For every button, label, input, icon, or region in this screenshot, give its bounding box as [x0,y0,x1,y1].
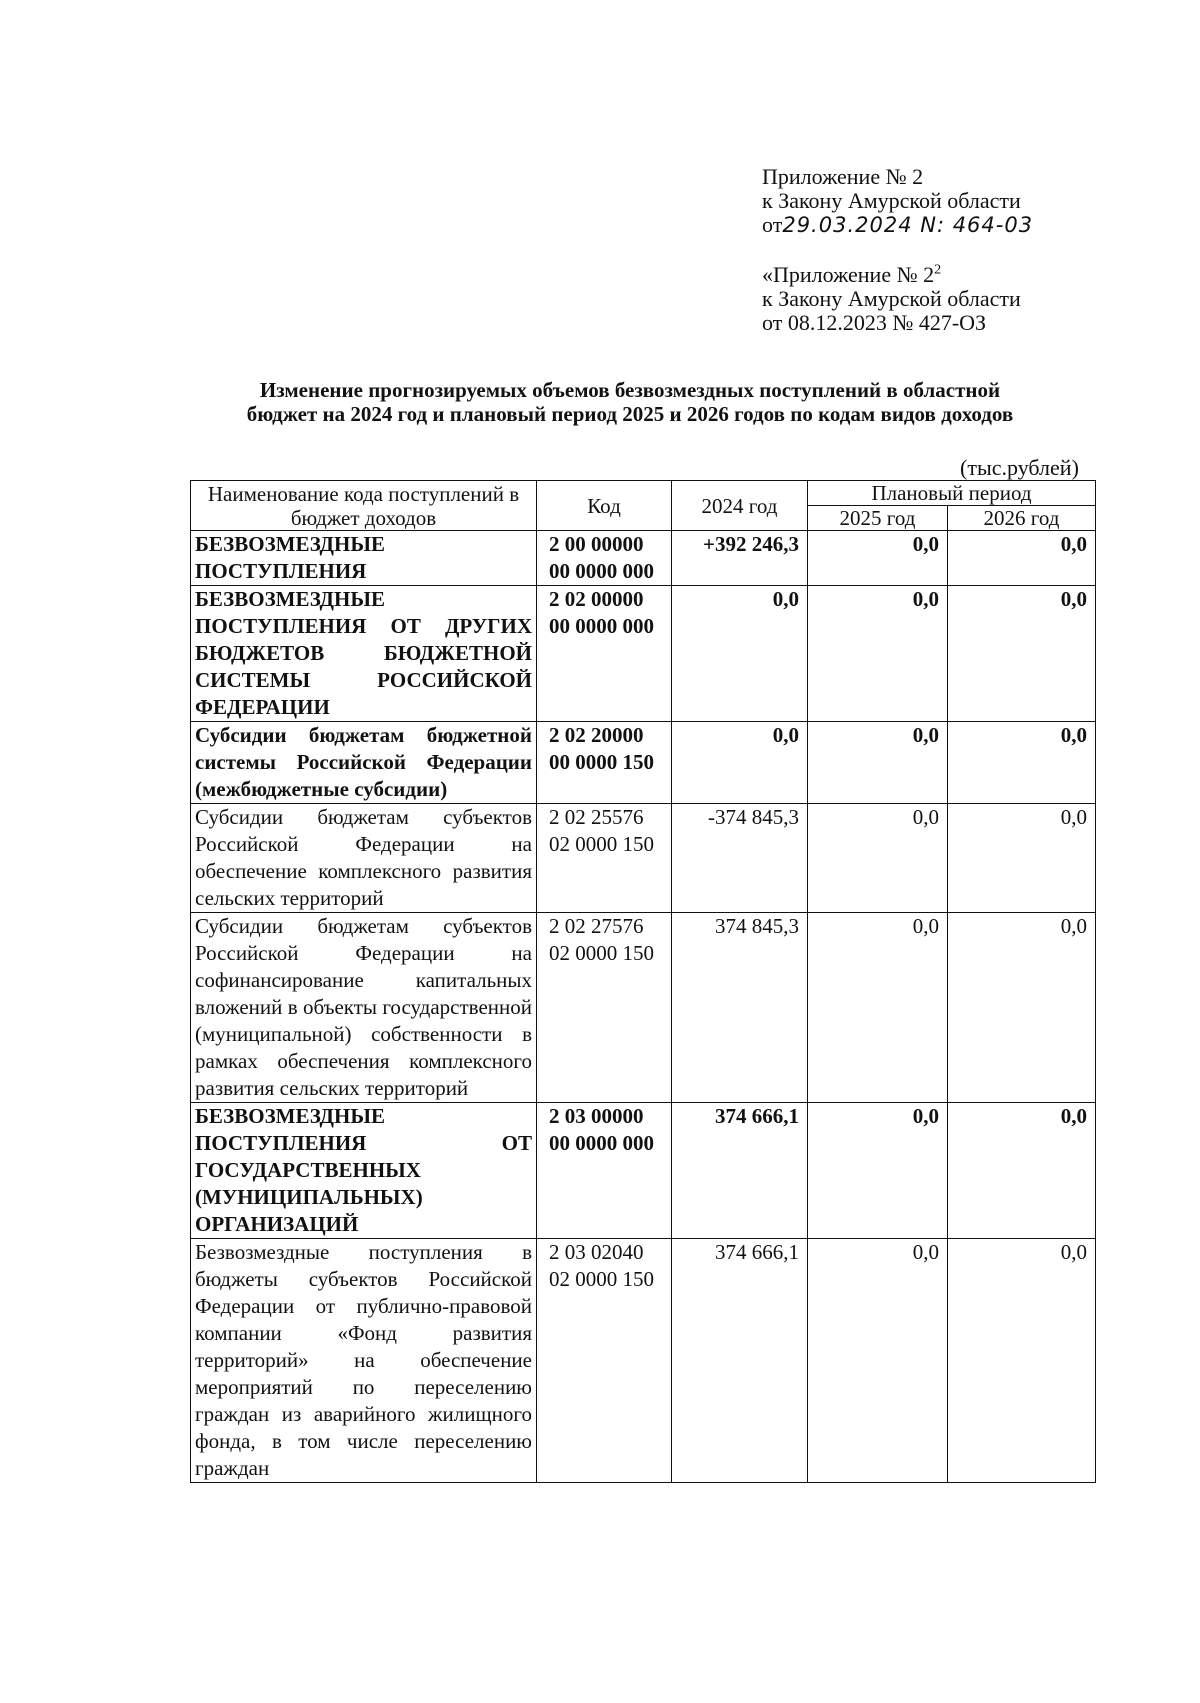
row-value-2025: 0,0 [808,1239,948,1483]
table-row [191,804,1096,913]
row-value-2025: 0,0 [808,586,948,722]
header-name: Наименование кода поступлений в бюджет доходов [191,481,537,531]
header-planned-period: Плановый период [808,481,1096,506]
row-value-2025: 0,0 [808,1103,948,1239]
table-row [191,913,1096,1103]
row-value-2026: 0,0 [948,586,1096,722]
appendix-line-3 [762,213,1033,237]
appendix-line-1: Приложение № 2 [762,164,924,189]
appendix-date-prefix: от [762,212,783,237]
row-value-2024: 374 666,1 [672,1103,808,1239]
quoted-appendix-header [762,263,1021,335]
quoted-appendix-line-3: от 08.12.2023 № 427-ОЗ [762,310,987,335]
title-line-1: Изменение прогнозируемых объемов безвозмездных поступлений в областной [259,378,1001,402]
table-row [191,531,1096,586]
row-name-cell: БЕЗВОЗМЕЗДНЫЕ ПОСТУПЛЕНИЯ ОТ ДРУГИХ БЮДЖЕТОВ БЮДЖЕТНОЙ СИСТЕМЫ РОССИЙСКОЙ ФЕДЕРАЦИИ [191,586,537,722]
title-line-2: бюджет на 2024 год и плановый период 2025 и 2026 годов по кодам видов доходов [246,402,1014,426]
row-code-cell: 2 02 27576 02 0000 150 [537,913,672,1103]
header-2026: 2026 год [948,506,1096,531]
appendix-line-2: к Закону Амурской области [762,188,1021,213]
table-row [191,722,1096,804]
row-value-2026: 0,0 [948,913,1096,1103]
row-name-cell: Субсидии бюджетам субъектов Российской Федерации на обеспечение комплексного развития сельских территорий [191,804,537,913]
row-name-cell: Субсидии бюджетам бюджетной системы Российской Федерации (межбюджетные субсидии) [191,722,537,804]
quoted-appendix-line-1 [762,263,1021,287]
appendix-header [762,165,1033,237]
table-row [191,1103,1096,1239]
row-value-2024: 374 845,3 [672,913,808,1103]
row-code-cell: 2 03 02040 02 0000 150 [537,1239,672,1483]
row-name-cell: БЕЗВОЗМЕЗДНЫЕ ПОСТУПЛЕНИЯ ОТ ГОСУДАРСТВЕННЫХ (МУНИЦИПАЛЬНЫХ) ОРГАНИЗАЦИЙ [191,1103,537,1239]
row-value-2026: 0,0 [948,1103,1096,1239]
row-name-cell: БЕЗВОЗМЕЗДНЫЕ ПОСТУПЛЕНИЯ [191,531,537,586]
row-value-2024: 0,0 [672,586,808,722]
row-value-2025: 0,0 [808,531,948,586]
row-value-2024: 0,0 [672,722,808,804]
table-body [191,531,1096,1483]
appendix-superscript: 2 [934,262,942,278]
row-code-cell: 2 02 00000 00 0000 000 [537,586,672,722]
handwritten-date-number: 29.03.2024 N: 464-03 [782,213,1034,237]
table-row [191,586,1096,722]
row-name-cell: Субсидии бюджетам субъектов Российской Федерации на софинансирование капитальных вложений в объекты государственной (муниципальной) собственности в рамках обеспечения комплексного развития сельских территорий [191,913,537,1103]
row-value-2025: 0,0 [808,804,948,913]
row-value-2026: 0,0 [948,722,1096,804]
row-code-cell: 2 00 00000 00 0000 000 [537,531,672,586]
unit-label: (тыс.рублей) [960,455,1079,480]
revenue-table [190,480,1096,1483]
quoted-appendix-line-2: к Закону Амурской области [762,286,1021,311]
header-2025: 2025 год [808,506,948,531]
row-code-cell: 2 02 20000 00 0000 150 [537,722,672,804]
header-2024: 2024 год [672,481,808,531]
row-name-cell: Безвозмездные поступления в бюджеты субъектов Российской Федерации от публично-правовой компании «Фонд развития территорий» на обеспечение мероприятий по переселению граждан из аварийного жилищного фонда, в том числе переселению граждан [191,1239,537,1483]
table-row [191,1239,1096,1483]
header-code: Код [537,481,672,531]
quoted-appendix-title: «Приложение № 2 [762,262,935,287]
row-value-2026: 0,0 [948,804,1096,913]
row-value-2024: 374 666,1 [672,1239,808,1483]
row-value-2025: 0,0 [808,722,948,804]
row-value-2026: 0,0 [948,531,1096,586]
row-value-2024: +392 246,3 [672,531,808,586]
row-value-2024: -374 845,3 [672,804,808,913]
row-value-2025: 0,0 [808,913,948,1103]
row-code-cell: 2 03 00000 00 0000 000 [537,1103,672,1239]
row-code-cell: 2 02 25576 02 0000 150 [537,804,672,913]
row-value-2026: 0,0 [948,1239,1096,1483]
document-title [190,378,1070,426]
